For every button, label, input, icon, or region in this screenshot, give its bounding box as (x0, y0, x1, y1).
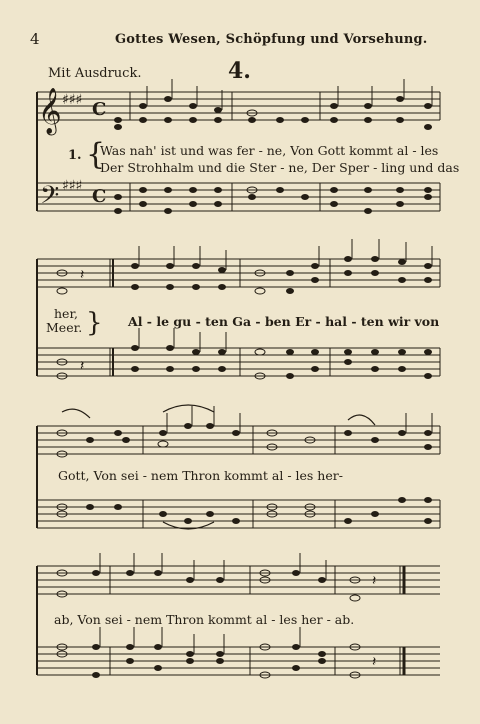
svg-text:𝄽: 𝄽 (372, 573, 377, 589)
svg-text:𝄽: 𝄽 (80, 358, 85, 374)
system-3-bass-staff (37, 500, 440, 528)
lyric-line-4: Gott, Von sei - nem Thron kommt al - les her- (58, 468, 343, 483)
lyric-end-meer: Meer. (46, 320, 83, 335)
verse-brace: { (86, 137, 106, 172)
running-head: Gottes Wesen, Schöpfung und Vorsehung. (115, 32, 428, 47)
system-2-bass-staff (37, 348, 440, 376)
lyric-line-2: Der Strohhalm und die Ster - ne, Der Sper - ling und das (100, 160, 460, 175)
page-number: 4 (30, 30, 40, 48)
system-4-bass-staff (37, 647, 440, 675)
lyric-end-her: her, (54, 306, 79, 321)
bass-clef-icon: 𝄢 (40, 181, 60, 216)
svg-text:𝄽: 𝄽 (80, 267, 85, 283)
song-number: 4. (228, 58, 251, 84)
key-signature-treble: ♯♯♯ (62, 92, 83, 108)
verse-number: 1. (68, 148, 82, 163)
svg-text:𝄽: 𝄽 (372, 654, 377, 670)
end-brace: } (86, 308, 103, 338)
key-signature-bass: ♯♯♯ (62, 178, 83, 194)
lyric-line-1: Was nah' ist und was fer - ne, Von Gott kommt al - les (100, 143, 439, 158)
lyric-line-3: Al - le gu - ten Ga - ben Er - hal - ten wir von (128, 314, 440, 329)
system-3-treble-staff (37, 426, 440, 454)
system-2-treble-staff (37, 259, 440, 287)
time-signature-treble: C (92, 99, 107, 120)
system-4-treble-staff (37, 566, 440, 594)
lyric-line-5: ab, Von sei - nem Thron kommt al - les her - ab. (54, 612, 355, 627)
tempo-marking: Mit Ausdruck. (48, 66, 142, 81)
treble-clef-icon: 𝄞 (38, 88, 62, 134)
slurs (62, 405, 375, 529)
time-signature-bass: C (92, 186, 107, 207)
